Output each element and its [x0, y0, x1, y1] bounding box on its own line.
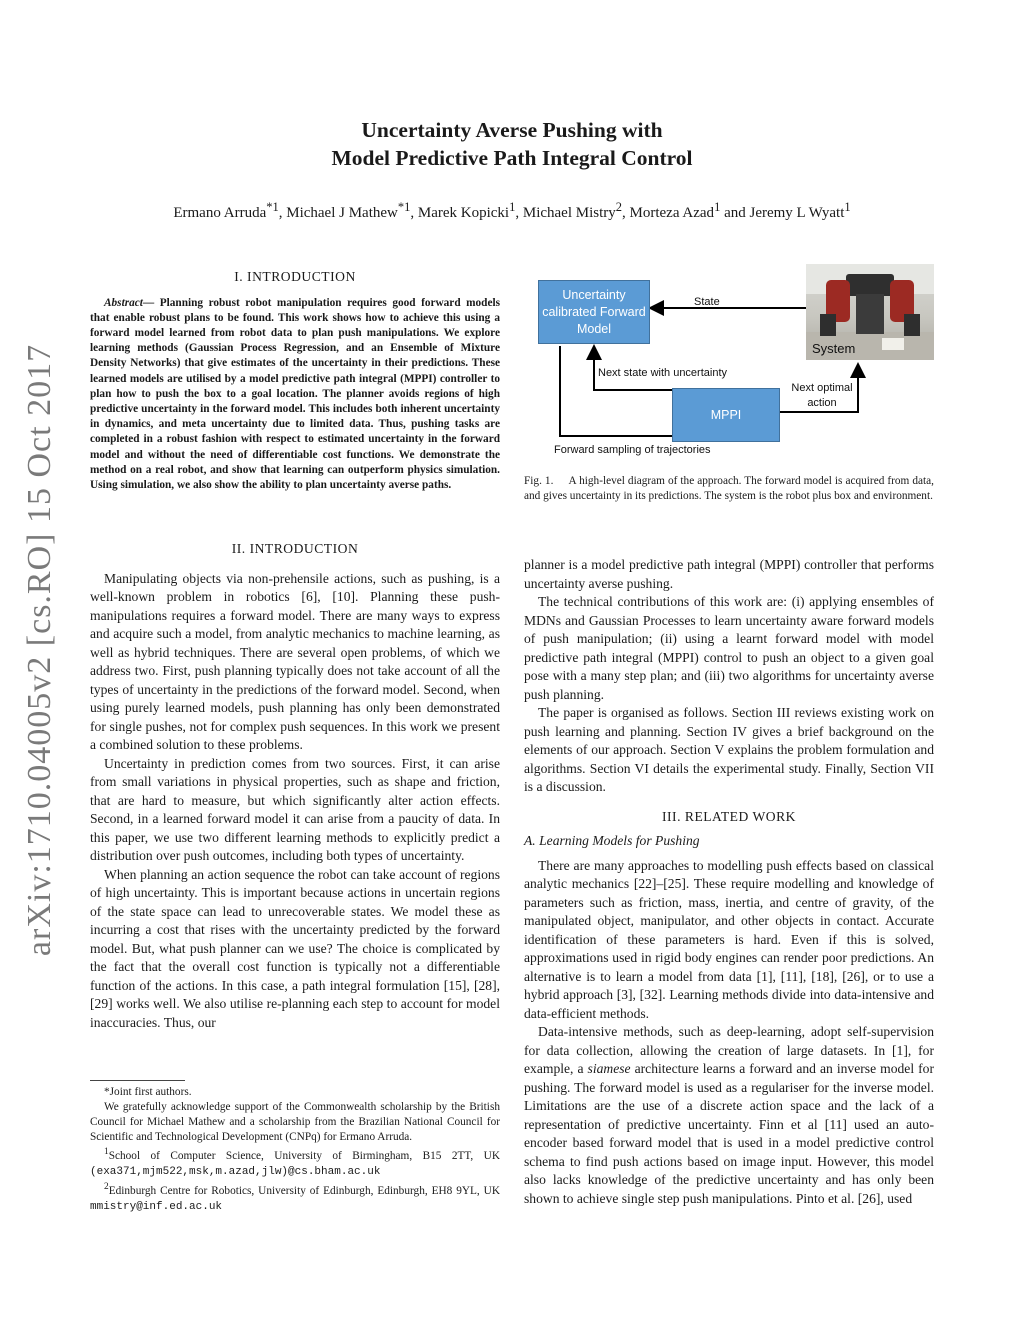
- figure-caption: [524, 474, 934, 504]
- paragraph: Manipulating objects via non-prehensile actions, such as pushing, is a well-known problem in robotics [6], [10]. Planning these push-manipulations requires a forward model. There are many ways to express and acquire such a model, from analytic mechanics to machine learning, as well as hybrid techniques. There are several open problems, of which we address two. First, push planning typically does not take account of all the types of uncertainty in the predictions of the forward model. Second, when using purely learned models, push planning has only been demonstrated for single pushes, not for complex push sequences. In this work we present a combined solution to these problems.: [90, 570, 500, 752]
- author-affiliation-mark: 1: [844, 200, 851, 214]
- footnote-affiliation-1: [90, 1145, 500, 1180]
- label-next-state: Next state with uncertainty: [598, 367, 728, 379]
- emphasis: siamese: [587, 1061, 631, 1076]
- affiliation-mark: 2: [104, 1181, 109, 1192]
- paragraph: [524, 1023, 934, 1208]
- introduction-section: [90, 540, 500, 1032]
- author-affiliation-mark: *1: [266, 200, 279, 214]
- right-column-body: [524, 556, 934, 1208]
- title-line-1: Uncertainty Averse Pushing with: [361, 118, 663, 142]
- footnote-acknowledgement: We gratefully acknowledge support of the Commonwealth scholarship by the British Council for Michael Mathew and a scholarship from the Brazilian National Council for Scientific and Technological Development (CNPq) for Ermano Arruda.: [90, 1101, 500, 1143]
- system-label: System: [812, 341, 856, 356]
- author-affiliation-mark: 1: [714, 200, 721, 214]
- section-heading: II. INTRODUCTION: [231, 541, 359, 556]
- author-name: Marek Kopicki: [417, 205, 510, 221]
- affiliation-email: mmistry@inf.ed.ac.uk: [90, 1200, 223, 1213]
- section-heading: I. INTRODUCTION: [234, 269, 356, 284]
- paragraph: The technical contributions of this work are: (i) applying ensembles of MDNs and Gaussian Processes to learn uncertainty aware forward models of push manipulation; (ii) using a learnt forward model with model predictive path integral (MPPI) control to push an object to a given goal pose with a many step plan; and (iii) two algorithms for uncertainty averse push planning.: [524, 594, 934, 702]
- arxiv-stamp: [10, 343, 70, 957]
- subsection-heading: A. Learning Models for Pushing: [524, 833, 700, 848]
- figure-diagram: [524, 262, 934, 462]
- footnote-affiliation-2: [90, 1180, 500, 1215]
- abstract-label: Abstract: [104, 296, 143, 309]
- abstract-text: [90, 296, 500, 494]
- author-affiliation-mark: *1: [397, 200, 411, 214]
- forward-model-box: Uncertainty calibrated Forward Model: [538, 280, 650, 344]
- section-heading: III. RELATED WORK: [662, 808, 796, 824]
- footnotes: [90, 1080, 500, 1215]
- paragraph: When planning an action sequence the robot can take account of regions of high uncertainty. This is important because actions in uncertain regions of the state space can lead to unrecoverable states. We model these as incurring a cost that rises with the uncertainty predicted by the forward model. But, what push planner can we use? The choice is complicated by the fact that the overall cost function is typically not a differentiable function of the actions. In this case, a path integral formulation [15], [28], [29] works well. We also utilise re-planning each step to account for model inaccuracies. Thus, our: [90, 866, 500, 1030]
- caption-text: A high-level diagram of the approach. The forward model is acquired from data, and gives uncertainty in its predictions. The system is the robot plus box and environment.: [524, 475, 935, 502]
- paragraph-part: architecture learns a forward and an inverse model for pushing. The forward model is used as a regulariser for the inverse model. Limitations are the use of a discrete action space and the lack of a representation of predictive uncertainty. Finn et al [11] used an auto-encoder based forward model that is used in a model predictive control schema to find push actions based on image input. However, this model also lacks knowledge of the predictive uncertainty and has only been shown to achieve single step push manipulations. Pinto et al. [26], used: [524, 1061, 934, 1206]
- paragraph: planner is a model predictive path integral (MPPI) controller that performs uncertainty averse pushing.: [524, 557, 934, 591]
- author-name: Ermano Arruda: [173, 205, 267, 221]
- mppi-box: MPPI: [672, 388, 780, 442]
- affiliation-text: Edinburgh Centre for Robotics, University of Edinburgh, Edinburgh, EH8 9YL, UK: [108, 1184, 500, 1197]
- label-next-optimal-action: Next optimal action: [791, 382, 853, 409]
- abstract-body: Planning robust robot manipulation requires good forward models that enable robust plans to be found. This work shows how to achieve this using a forward model learned from robot data to plan push manipulations. We explore learning methods (Gaussian Process Regression, and an Ensemble of Mixture Density Networks) that give estimates of the uncertainty in their predictions. These learned models are utilised by a model predictive path integral (MPPI) controller to plan how to push the box to a goal location. The planner avoids regions of high predictive uncertainty in the forward model. This includes both inherent uncertainty in dynamics, and meta uncertainty due to limited data. Thus, pushing tasks are completed in a robust fashion with respect to estimated uncertainty in the forward model and without the need of differentiable cost functions. We demonstrate the method on a real robot, and show that learning can outperform physics simulation. Using simulation, we also show the ability to plan uncertainty averse paths.: [90, 296, 500, 491]
- author-list: Ermano Arruda$^{*1}$, Michael J Mathew$^{*1}$, Marek Kopicki$^1$, Michael Mistry$^2$, Morteza Azad$^1$ and Jeremy L Wyatt$^1$: [173, 200, 851, 221]
- author-name: Jeremy L Wyatt: [749, 205, 845, 221]
- author-name: Morteza Azad: [629, 205, 715, 221]
- author-affiliation-mark: 2: [615, 200, 623, 214]
- label-forward-sampling: Forward sampling of trajectories: [554, 444, 711, 456]
- affiliation-text: School of Computer Science, University of Birmingham, B15 2TT, UK: [108, 1149, 500, 1162]
- paragraph: There are many approaches to modelling push effects based on classical analytic mechanics [22]–[25]. These require modelling and knowledge of parameters such as friction, mass, inertia, and centre of gravity, of the manipulated object, manipulator, and other objects in contact. Accurate identification of these parameters is hard. Even if this is solved, approximations used in rigid body engines can render poor predictions. An alternative is to learn a model from data [1], [11], [18], [26], or to use a hybrid approach [3], [32]. Learning methods divide into data-intensive and data-efficient methods.: [524, 857, 934, 1021]
- footnote-rule: [90, 1080, 185, 1081]
- label-state: State: [694, 296, 720, 308]
- paragraph-part: Data-intensive methods, such as deep-learning, adopt self-supervision for data collection, allowing the creation of large datasets. In [1], for example, a: [524, 1024, 934, 1076]
- footnote-joint: *Joint first authors.: [104, 1086, 192, 1098]
- robot-photo: [806, 264, 934, 360]
- affiliation-mark: 1: [104, 1147, 109, 1157]
- abstract-section: [90, 268, 500, 493]
- caption-label: Fig. 1.: [524, 475, 554, 487]
- author-affiliation-mark: 1: [509, 200, 516, 214]
- paper-title: [0, 116, 1024, 172]
- paragraph: Uncertainty in prediction comes from two sources. First, it can arise from small variations in physical properties, such as shape and friction, that are hard to measure, but which significantly alter action effects. Second, in a learned forward model it can arise from a paucity of data. In this paper, we use two different learning methods to explicitly predict a distribution over push outcomes, including both types of uncertainty.: [90, 755, 500, 863]
- title-line-2: Model Predictive Path Integral Control: [331, 146, 693, 170]
- arxiv-id: arXiv:1710.04005v2 [cs.RO] 15 Oct 2017: [21, 343, 58, 957]
- abstract-dash: —: [142, 296, 160, 309]
- affiliation-email: (exa371,mjm522,msk,m.azad,jlw)@cs.bham.ac.uk: [90, 1165, 381, 1178]
- author-conjunction: and: [724, 205, 746, 221]
- paragraph: The paper is organised as follows. Section III reviews existing work on push learning and planning. Section IV gives a brief background on the elements of our approach. Section V explains the problem formulation and algorithms. Section VI details the experimental study. Finally, Section VII is a discussion.: [524, 705, 934, 794]
- author-name: Michael J Mathew: [286, 205, 398, 221]
- author-name: Michael Mistry: [522, 205, 616, 221]
